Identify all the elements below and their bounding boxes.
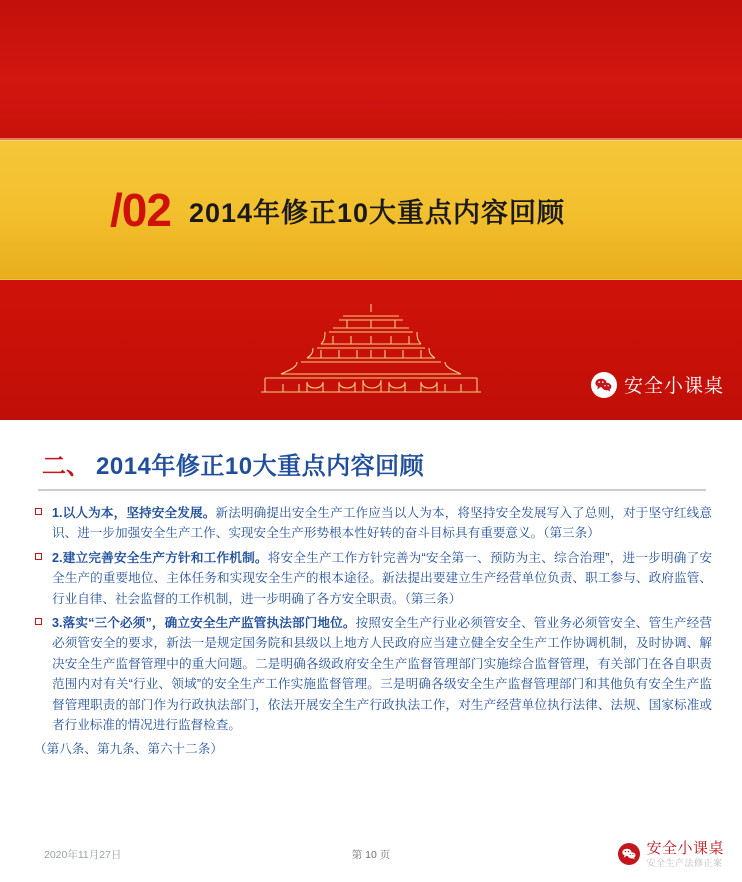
slide-footer [0,840,742,874]
wechat-icon [591,372,617,398]
bullet-body: 按照安全生产行业必须管安全、管业务必须管安全、管生产经营必须管安全的要求，新法一是规定国务院和县级以上地方人民政府应当建立健全安全生产工作协调机制，及时协调、解决安全生产监督管理中的重大问题。二是明确各级政府安全生产监督管理部门实施综合监督管理，有关部门在各自职责范围内对有关“行业、领域”的安全生产工作实施监督管理。三是明确各级安全生产监督管理部门和其他负有安全生产监督管理职责的部门作为行政执法部门，依法开展安全生产行政执法工作，对生产经营单位执行法律、法规、国家标准或者行业标准的情况进行监督检查。 [52,615,712,732]
red-band-top [0,0,742,140]
page-number: 第 10 页 [351,849,391,861]
list-item [34,503,712,544]
content-heading [42,446,742,481]
square-bullet-icon [35,508,42,515]
watermark-label: 安全小课桌 [623,376,724,397]
footer-date: 2020年11月27日 [44,849,122,861]
heading-number: 二、 [42,453,90,480]
footer-watermark-badge [618,840,724,868]
footer-badge-main: 安全小课桌 [646,840,724,858]
section-title: 2014年修正10大重点内容回顾 [188,197,566,228]
tiananmen-line-art-icon [221,300,521,395]
bullet-body: 将安全生产工作方针完善为“安全第一、预防为主、综合治理”，进一步明确了安全生产的重要地位、主体任务和实现安全生产的根本途径。新法提出要建立生产经营单位负责、职工参与、政府监管、行业自律、社会监督的工作机制，进一步明确了各方安全职责。（第三条） [52,550,712,606]
wechat-icon [618,843,640,865]
list-item [34,613,712,735]
bullet-lead: 1.以人为本，坚持安全发展。 [52,506,216,520]
section-divider-slide [0,0,742,420]
bullet-list [34,503,712,735]
divider-title-row [0,140,742,280]
list-item [34,548,712,609]
bullet-lead: 2.建立完善安全生产方针和工作机制。 [52,550,268,565]
heading-title: 2014年修正10大重点内容回顾 [96,453,425,480]
heading-divider [38,489,706,491]
footer-badge-text [646,840,724,868]
section-number: /02 [110,184,171,236]
square-bullet-icon [35,618,42,625]
content-slide [0,446,742,882]
square-bullet-icon [35,553,42,560]
watermark-badge [591,371,724,398]
bullet-body: 新法明确提出安全生产工作应当以人为本，将坚持安全发展写入了总则，对于坚守红线意识、进一步加强安全生产工作、实现安全生产形势根本性好转的奋斗目标具有重要意义。（第三条） [52,506,712,541]
citation-line: （第八条、第九条、第六十二条） [34,742,223,757]
bullet-lead: 3.落实“三个必须”，确立安全生产监管执法部门地位。 [52,615,356,630]
footer-badge-sub: 安全生产法修正案 [646,857,723,868]
